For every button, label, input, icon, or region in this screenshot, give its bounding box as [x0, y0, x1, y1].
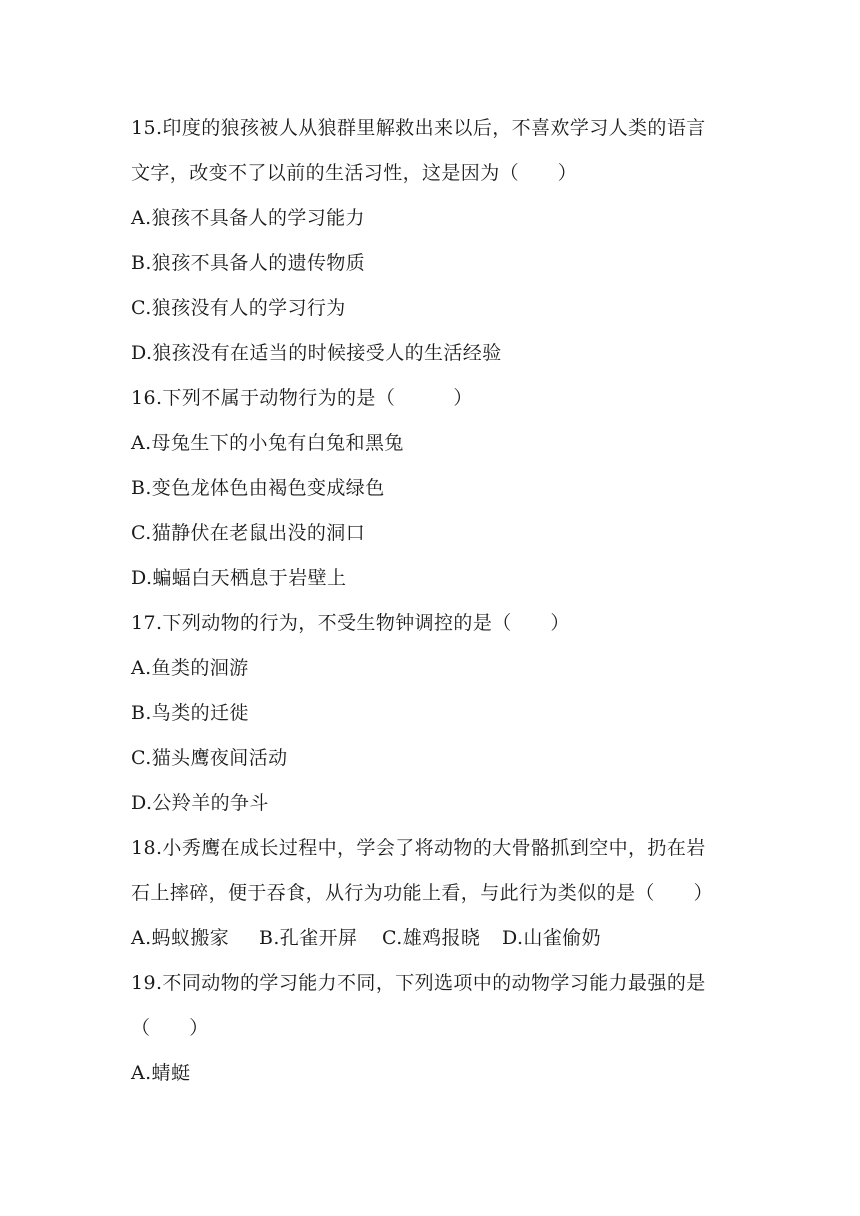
q17-option-d: D.公羚羊的争斗	[131, 792, 269, 814]
q15-option-b: B.狼孩不具备人的遗传物质	[131, 252, 366, 274]
q16-option-a: A.母兔生下的小兔有白兔和黑兔	[131, 432, 404, 454]
q16-option-d: D.蝙蝠白天栖息于岩壁上	[131, 567, 347, 589]
q18-option-d: D.山雀偷奶	[502, 927, 601, 949]
q18-stem-line-1: 18.小秀鹰在成长过程中，学会了将动物的大骨骼抓到空中，扔在岩	[131, 837, 706, 859]
q17-option-c: C.猫头鹰夜间活动	[131, 747, 288, 769]
q17-option-b: B.鸟类的迁徙	[131, 702, 249, 724]
q16-option-b: B.变色龙体色由褐色变成绿色	[131, 477, 385, 499]
q16-option-c: C.猫静伏在老鼠出没的洞口	[131, 522, 366, 544]
q18-options-row	[131, 926, 601, 950]
q18-option-c: C.雄鸡报晓	[382, 927, 481, 949]
q17-stem: 17.下列动物的行为，不受生物钟调控的是（ ）	[131, 612, 570, 634]
q15-stem-line-2: 文字，改变不了以前的生活习性，这是因为（ ）	[131, 162, 578, 184]
q17-option-a: A.鱼类的洄游	[131, 657, 249, 679]
q16-stem: 16.下列不属于动物行为的是（ ）	[131, 387, 473, 409]
q19-stem-line-1: 19.不同动物的学习能力不同，下列选项中的动物学习能力最强的是	[131, 972, 706, 994]
q15-option-d: D.狼孩没有在适当的时候接受人的生活经验	[131, 342, 502, 364]
q18-option-b: B.孔雀开屏	[259, 927, 358, 949]
q19-stem-line-2: （ ）	[131, 1017, 209, 1039]
q19-option-a: A.蜻蜓	[131, 1062, 191, 1084]
q15-stem-line-1: 15.印度的狼孩被人从狼群里解救出来以后，不喜欢学习人类的语言	[131, 117, 706, 139]
q18-stem-line-2: 石上摔碎，便于吞食，从行为功能上看，与此行为类似的是（ ）	[131, 882, 714, 904]
q15-option-a: A.狼孩不具备人的学习能力	[131, 207, 365, 229]
q18-option-a: A.蚂蚁搬家	[131, 927, 230, 949]
q15-option-c: C.狼孩没有人的学习行为	[131, 297, 346, 319]
